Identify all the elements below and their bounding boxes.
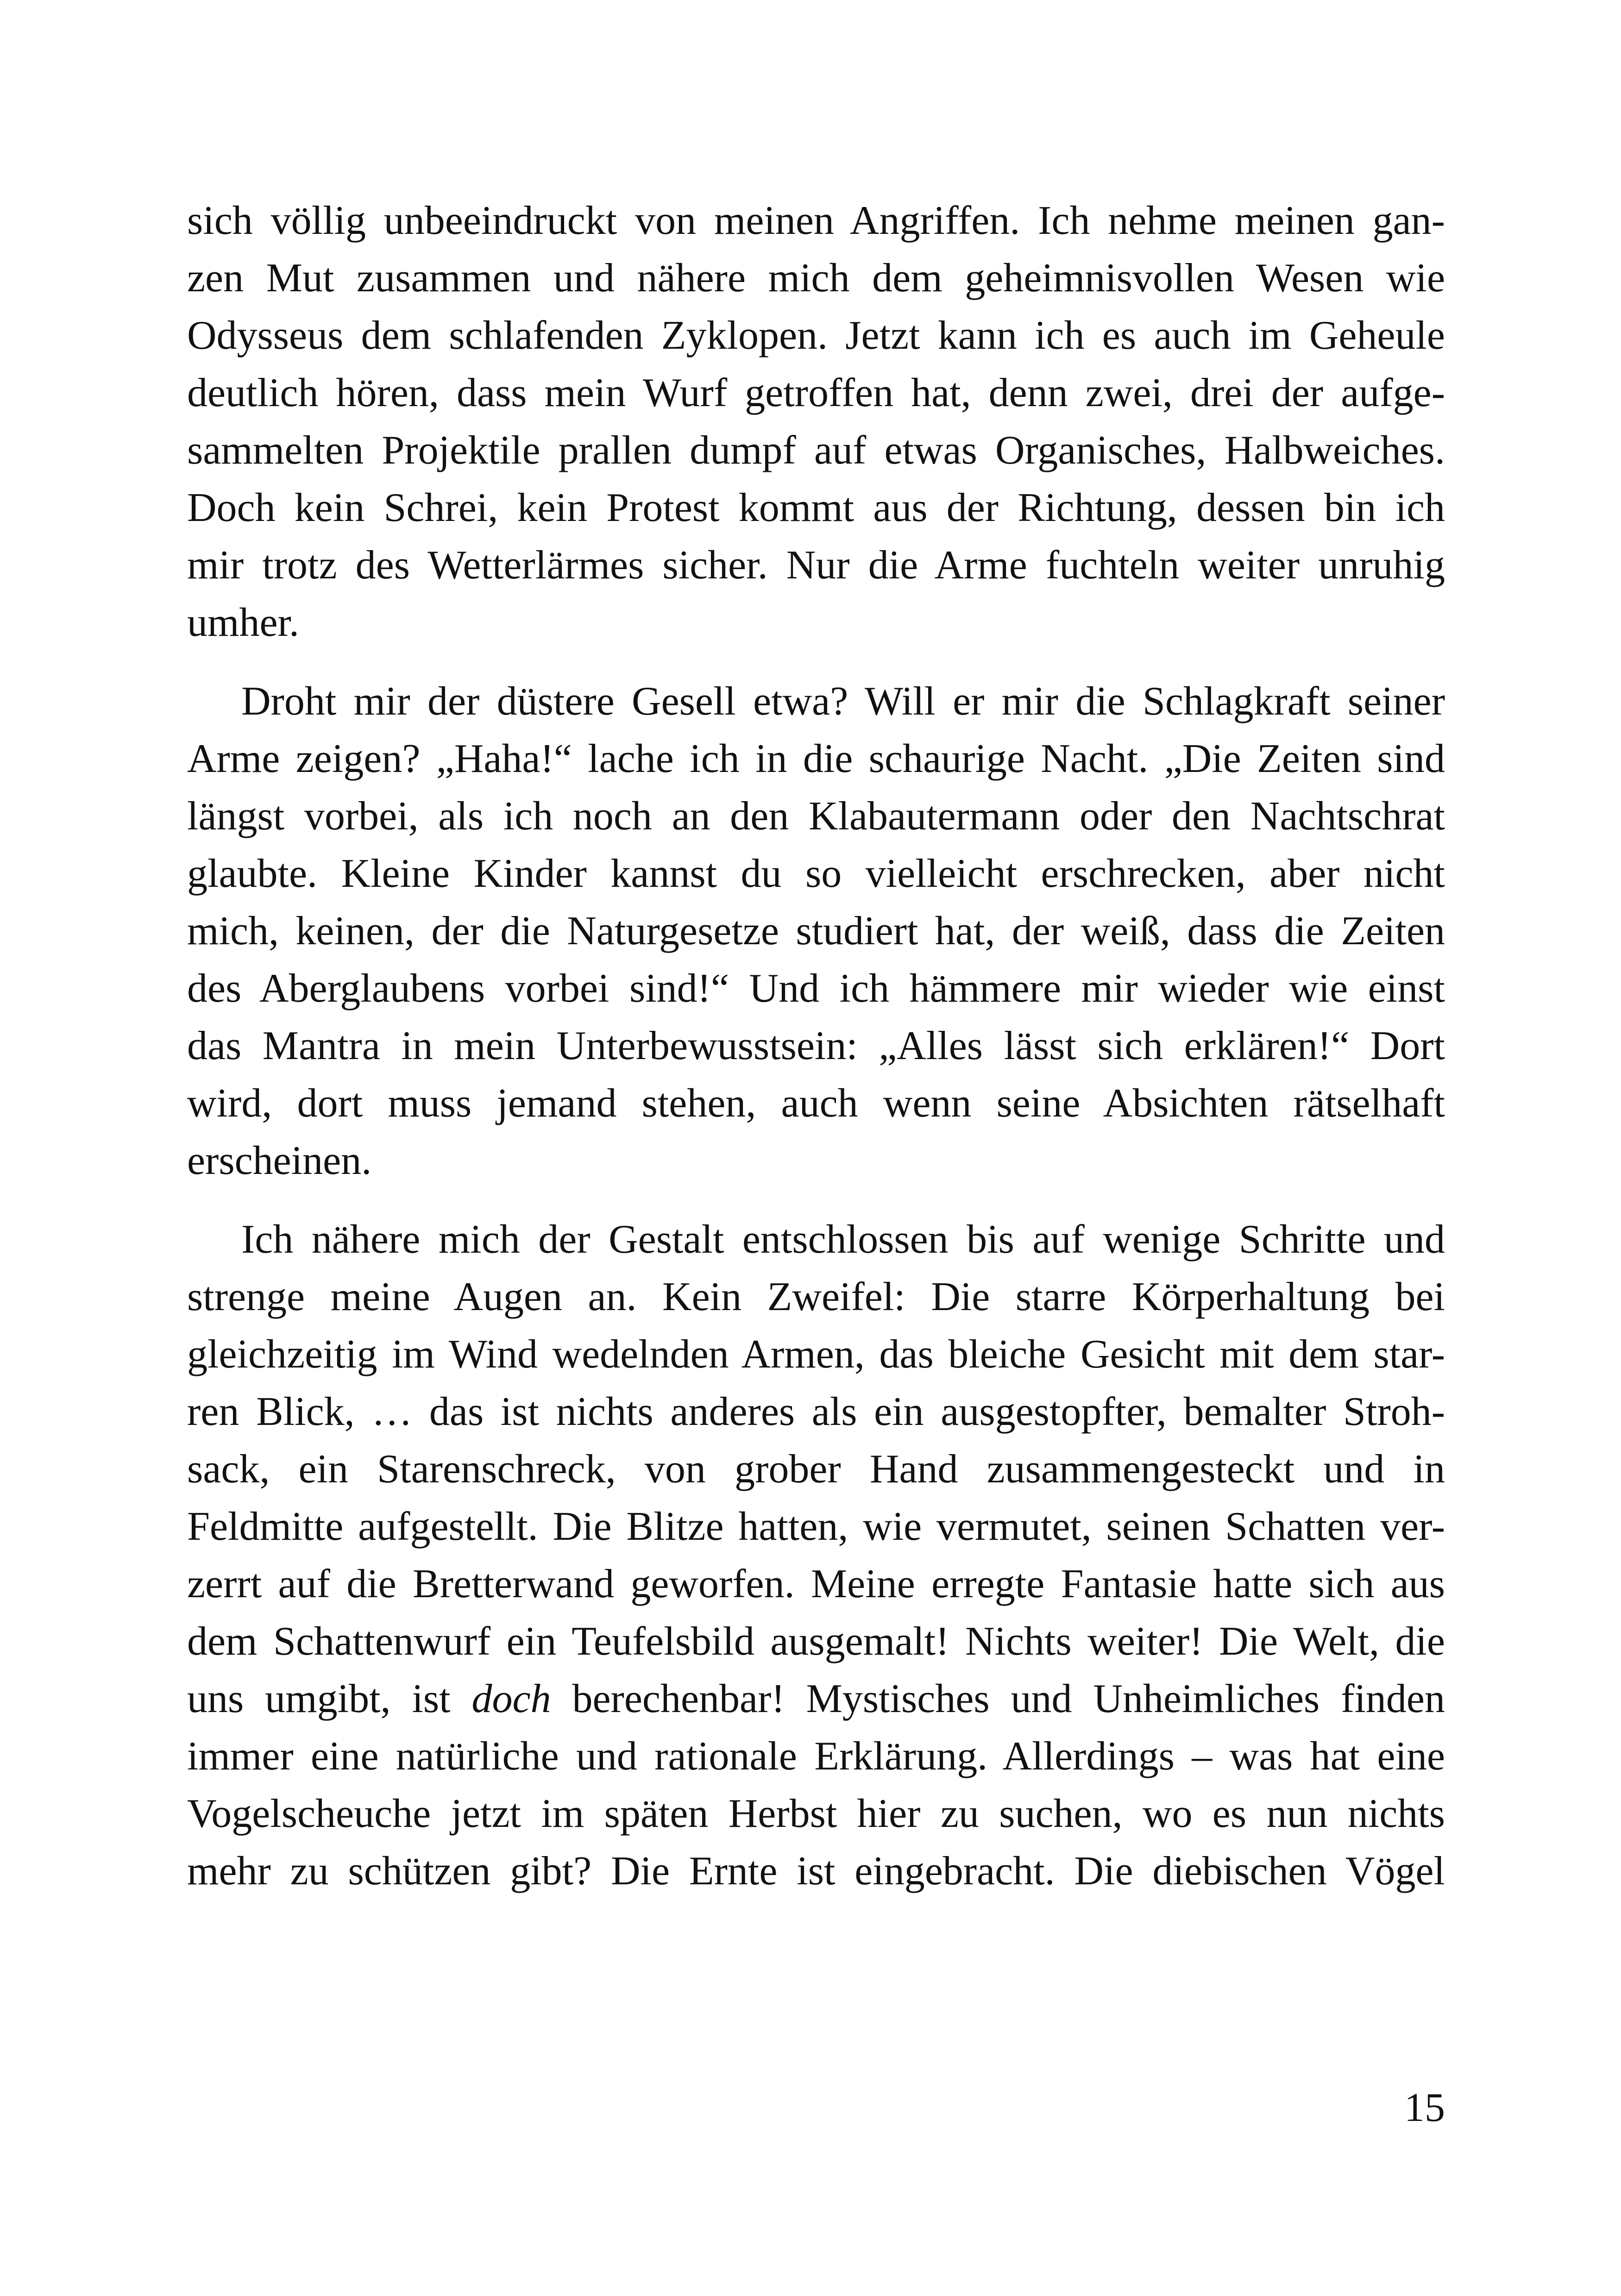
emphasis-word: doch	[471, 1676, 551, 1721]
text-line: ren Blick, … das ist nichts anderes als ein ausgestopfter, bemalter Stroh-	[187, 1389, 1445, 1434]
text-line: zen Mut zusammen und nähere mich dem geheimnisvollen Wesen wie	[187, 256, 1445, 301]
page-number: 15	[1404, 2085, 1445, 2130]
text-line: Droht mir der düstere Gesell etwa? Will er mir die Schlagkraft seiner	[241, 679, 1445, 724]
text-line: glaubte. Kleine Kinder kannst du so vielleicht erschrecken, aber nicht	[187, 851, 1445, 896]
body-text	[187, 192, 1445, 1900]
text-line: mir trotz des Wetterlärmes sicher. Nur die Arme fuchteln weiter unruhig	[187, 543, 1445, 588]
text-line: mich, keinen, der die Naturgesetze studiert hat, der weiß, dass die Zeiten	[187, 909, 1445, 954]
text-line: mehr zu schützen gibt? Die Ernte ist eingebracht. Die diebischen Vögel	[187, 1849, 1445, 1894]
text-line: des Aberglaubens vorbei sind!“ Und ich hämmere mir wieder wie einst	[187, 966, 1445, 1011]
text-line: sack, ein Starenschreck, von grober Hand zusammengesteckt und in	[187, 1447, 1445, 1492]
paragraph-1	[187, 192, 1445, 652]
text-line: dem Schattenwurf ein Teufelsbild ausgemalt! Nichts weiter! Die Welt, die	[187, 1619, 1445, 1664]
text-line: Odysseus dem schlafenden Zyklopen. Jetzt kann ich es auch im Geheule	[187, 313, 1445, 358]
text-line: zerrt auf die Bretterwand geworfen. Meine erregte Fantasie hatte sich aus	[187, 1562, 1445, 1606]
text-line: immer eine natürliche und rationale Erklärung. Allerdings – was hat eine	[187, 1734, 1445, 1779]
text-line: Ich nähere mich der Gestalt entschlossen bis auf wenige Schritte und	[241, 1217, 1445, 1262]
text-line: sammelten Projektile prallen dumpf auf etwas Organisches, Halbweiches.	[187, 428, 1445, 473]
paragraph-2	[187, 673, 1445, 1190]
text-line-with-emphasis	[187, 1670, 1445, 1728]
text-line: deutlich hören, dass mein Wurf getroffen hat, denn zwei, drei der aufge-	[187, 370, 1445, 415]
text-line: Arme zeigen? „Haha!“ lache ich in die schaurige Nacht. „Die Zeiten sind	[187, 736, 1445, 781]
paragraph-3	[187, 1211, 1445, 1900]
text-line: längst vorbei, als ich noch an den Klabautermann oder den Nachtschrat	[187, 794, 1445, 839]
text-line: umher.	[187, 600, 299, 645]
text-line: erscheinen.	[187, 1138, 372, 1183]
text-line: Vogelscheuche jetzt im späten Herbst hier zu suchen, wo es nun nichts	[187, 1791, 1445, 1836]
text-line: wird, dort muss jemand stehen, auch wenn seine Absichten rätselhaft	[187, 1081, 1445, 1126]
line-text-before: uns umgibt, ist	[187, 1676, 472, 1721]
text-line: Doch kein Schrei, kein Protest kommt aus der Richtung, dessen bin ich	[187, 485, 1445, 530]
text-line: das Mantra in mein Unterbewusstsein: „Alles lässt sich erklären!“ Dort	[187, 1023, 1445, 1068]
text-line: strenge meine Augen an. Kein Zweifel: Die starre Körperhaltung bei	[187, 1274, 1445, 1319]
text-line: gleichzeitig im Wind wedelnden Armen, das bleiche Gesicht mit dem star-	[187, 1332, 1445, 1377]
text-line: sich völlig unbeeindruckt von meinen Angriffen. Ich nehme meinen gan-	[187, 198, 1445, 243]
text-line: Feldmitte aufgestellt. Die Blitze hatten, wie vermutet, seinen Schatten ver-	[187, 1504, 1445, 1549]
line-text-after: berechenbar! Mystisches und Unheimliches finden	[551, 1676, 1445, 1721]
